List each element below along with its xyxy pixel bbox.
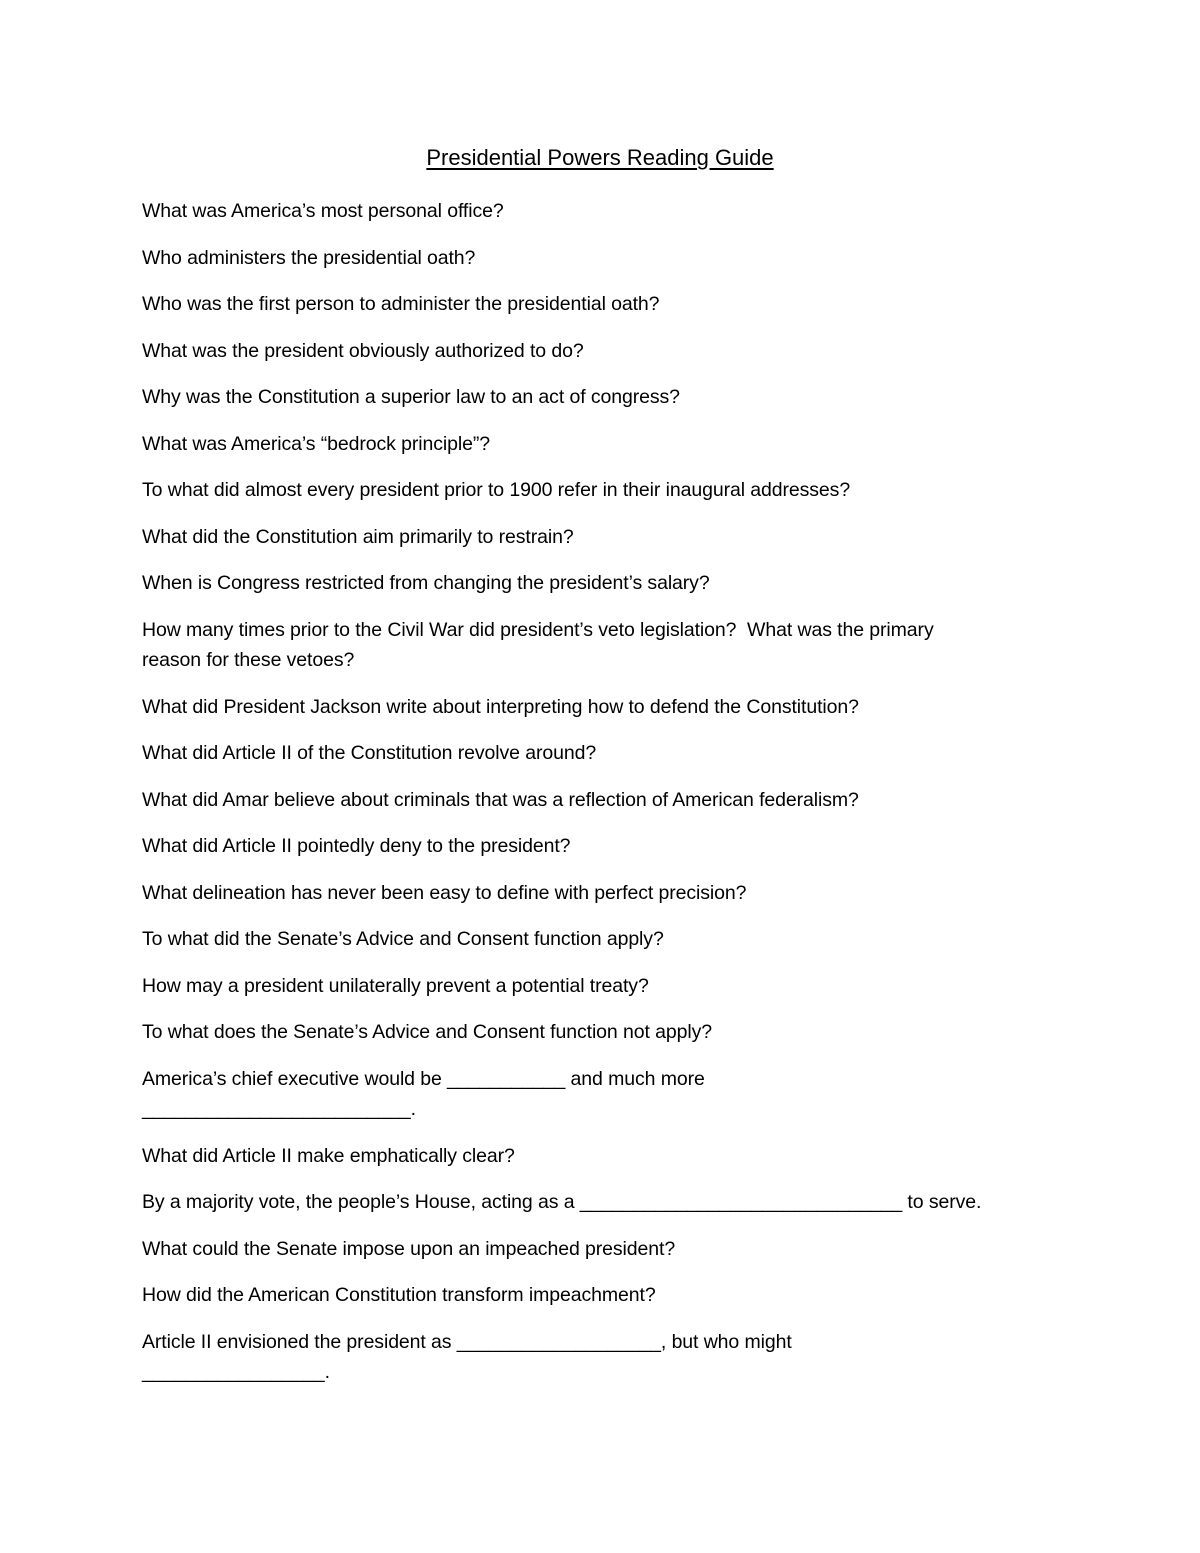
question-item: Who administers the presidential oath?: [142, 246, 476, 269]
question-list: [142, 196, 1072, 1404]
question-item: What did Article II of the Constitution revolve around?: [142, 742, 597, 764]
question-item: What was America’s “bedrock principle”?: [142, 432, 490, 455]
question-item: How did the American Constitution transform impeachment?: [142, 1284, 656, 1306]
question-item: What did Article II make emphatically clear?: [142, 1144, 515, 1167]
question-item: To what does the Senate’s Advice and Consent function not apply?: [142, 1021, 712, 1043]
question-item: What was America’s most personal office?: [142, 200, 504, 222]
question-item: What delineation has never been easy to define with perfect precision?: [142, 881, 747, 904]
question-item: To what did the Senate’s Advice and Consent function apply?: [142, 928, 664, 950]
question-item: What could the Senate impose upon an impeached president?: [142, 1237, 676, 1260]
question-item: What did Amar believe about criminals that was a reflection of American federalism?: [142, 788, 859, 811]
question-item: Why was the Constitution a superior law to an act of congress?: [142, 386, 680, 408]
question-item: What did Article II pointedly deny to the president?: [142, 835, 571, 857]
question-item: What did the Constitution aim primarily to restrain?: [142, 525, 574, 548]
question-item: When is Congress restricted from changing the president’s salary?: [142, 572, 710, 594]
question-item: What did President Jackson write about interpreting how to defend the Constitution?: [142, 695, 859, 718]
question-item: How may a president unilaterally prevent a potential treaty?: [142, 974, 649, 997]
document-title: [0, 143, 1200, 173]
question-item-fill-in: Article II envisioned the president as ___________________, but who might _________________.: [142, 1330, 792, 1383]
question-item-fill-in: By a majority vote, the people’s House, acting as a ______________________________ to serve.: [142, 1191, 982, 1213]
question-item: What was the president obviously authorized to do?: [142, 339, 584, 362]
question-item: How many times prior to the Civil War did president’s veto legislation? What was the primary reason for these vetoes?: [142, 618, 934, 671]
question-item: Who was the first person to administer the presidential oath?: [142, 293, 660, 315]
title-text: Presidential Powers Reading Guide: [426, 145, 774, 170]
question-item-fill-in: America’s chief executive would be ___________ and much more _________________________.: [142, 1067, 705, 1120]
question-item: To what did almost every president prior to 1900 refer in their inaugural addresses?: [142, 479, 851, 501]
